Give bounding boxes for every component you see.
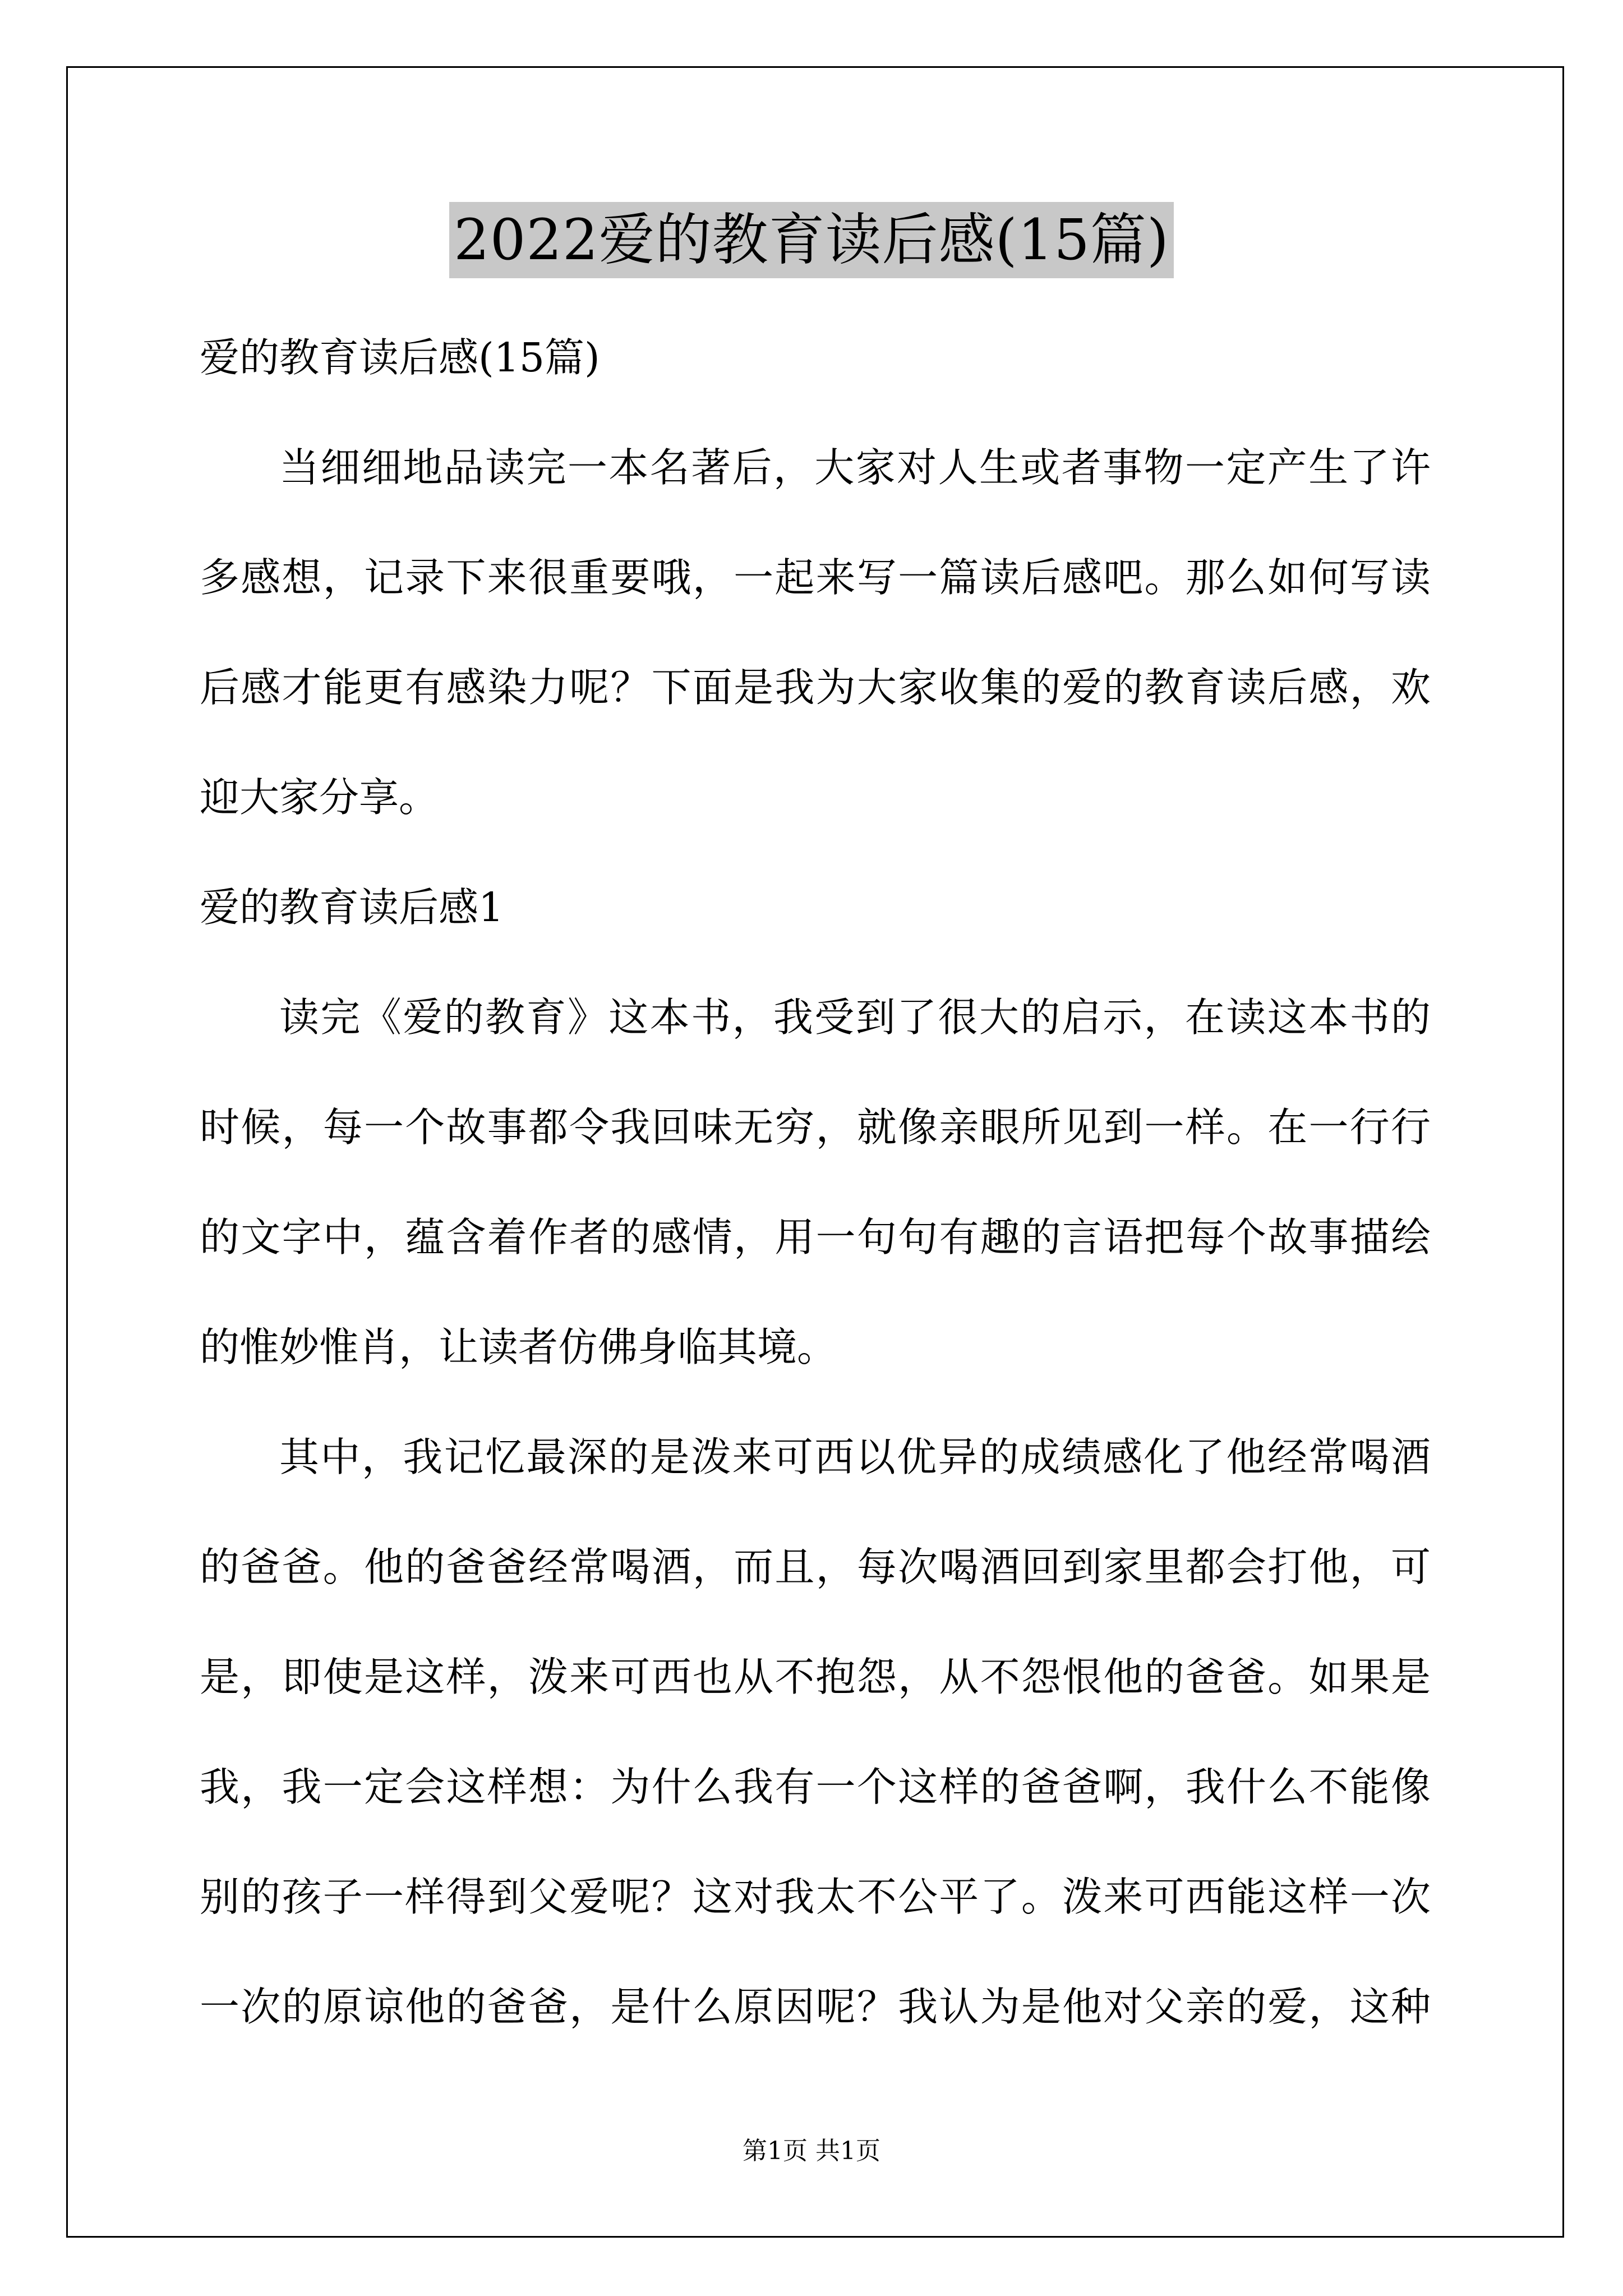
text-line: 别的孩子一样得到父爱呢？这对我太不公平了。泼来可西能这样一次 bbox=[200, 1874, 1431, 1920]
text-line: 我，我一定会这样想：为什么我有一个这样的爸爸啊，我什么不能像 bbox=[200, 1764, 1431, 1810]
text-line: 读完《爱的教育》这本书，我受到了很大的启示，在读这本书的 bbox=[279, 994, 1431, 1041]
text-line: 一次的原谅他的爸爸，是什么原因呢？我认为是他对父亲的爱，这种 bbox=[200, 1984, 1431, 2030]
text-line: 后感才能更有感染力呢？下面是我为大家收集的爱的教育读后感，欢 bbox=[200, 664, 1431, 711]
text-line: 多感想，记录下来很重要哦，一起来写一篇读后感吧。那么如何写读 bbox=[200, 554, 1431, 601]
text-line: 爱的教育读后感(15篇) bbox=[200, 334, 600, 381]
text-line: 的文字中，蕴含着作者的感情，用一句句有趣的言语把每个故事描绘 bbox=[200, 1214, 1431, 1260]
text-line: 爱的教育读后感1 bbox=[200, 884, 504, 931]
text-line: 是，即使是这样，泼来可西也从不抱怨，从不怨恨他的爸爸。如果是 bbox=[200, 1654, 1431, 1700]
title-container bbox=[0, 202, 1623, 278]
text-line: 迎大家分享。 bbox=[200, 774, 439, 821]
document-body bbox=[200, 303, 1431, 2062]
text-line: 时候，每一个故事都令我回味无穷，就像亲眼所见到一样。在一行行 bbox=[200, 1104, 1431, 1151]
text-line: 当细细地品读完一本名著后，大家对人生或者事物一定产生了许 bbox=[279, 444, 1431, 491]
text-line: 其中，我记忆最深的是泼来可西以优异的成绩感化了他经常喝酒 bbox=[279, 1434, 1431, 1480]
text-line: 的惟妙惟肖，让读者仿佛身临其境。 bbox=[200, 1324, 837, 1370]
text-line: 的爸爸。他的爸爸经常喝酒，而且，每次喝酒回到家里都会打他，可 bbox=[200, 1544, 1431, 1590]
document-title: 2022爱的教育读后感(15篇) bbox=[449, 202, 1174, 278]
page-footer: 第1页 共1页 bbox=[743, 2137, 880, 2165]
